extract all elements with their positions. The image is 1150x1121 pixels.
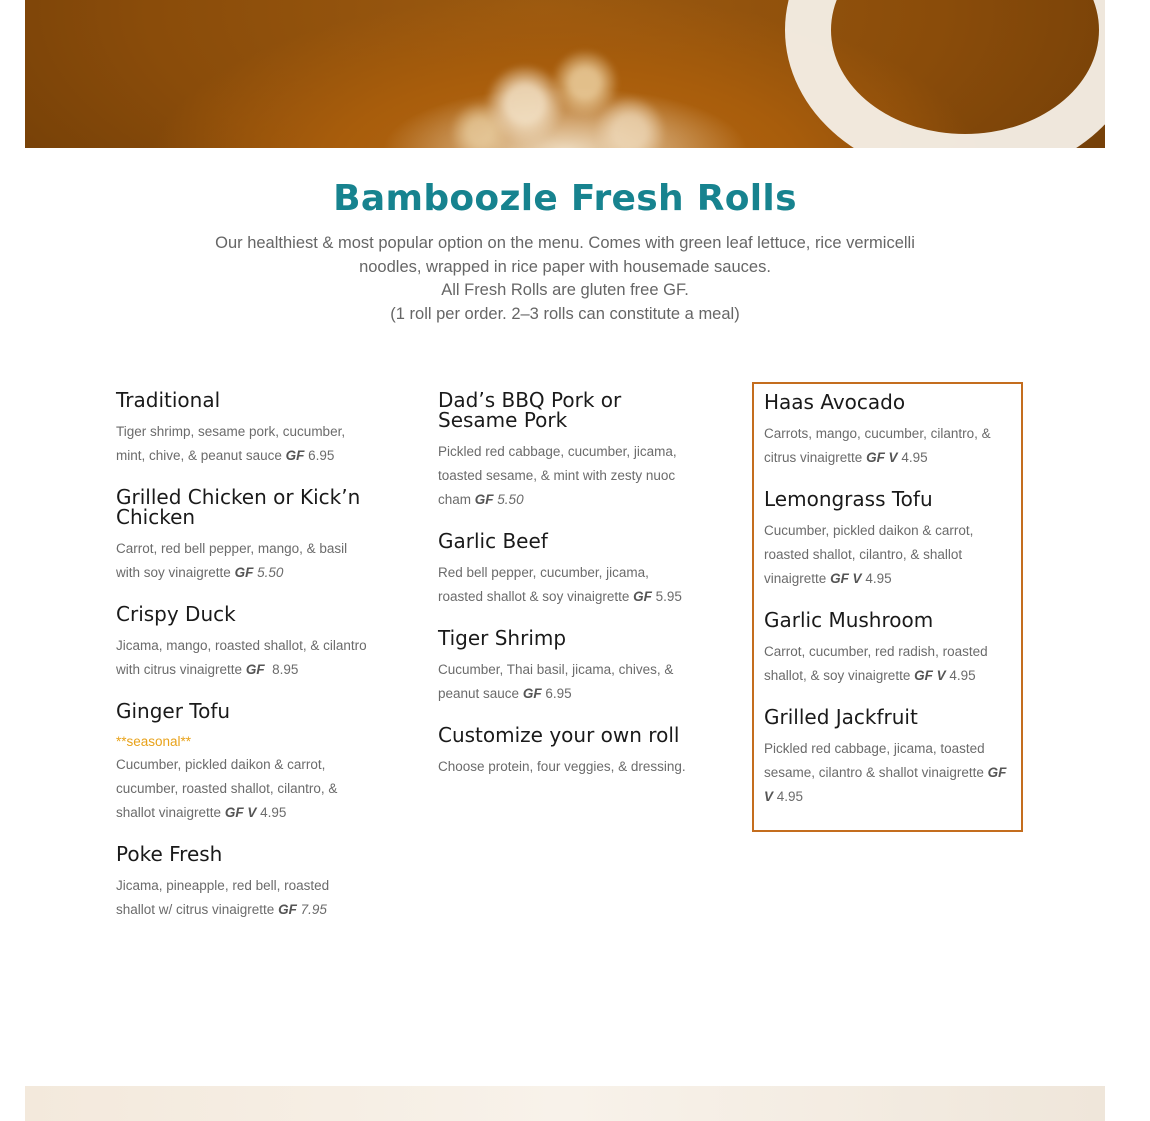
menu-item bbox=[764, 392, 1010, 470]
menu-item-price: 8.95 bbox=[272, 662, 299, 677]
menu-item-description: Cucumber, pickled daikon & carrot, roasted shallot, cilantro, & shallot vinaigrette GF V 4.95 bbox=[764, 523, 974, 586]
menu-item bbox=[438, 390, 693, 512]
menu-item-description: Carrot, cucumber, red radish, roasted shallot, & soy vinaigrette GF V 4.95 bbox=[764, 644, 988, 683]
menu-item-price: 5.50 bbox=[257, 565, 284, 580]
menu-item-description: Red bell pepper, cucumber, jicama, roasted shallot & soy vinaigrette GF 5.95 bbox=[438, 565, 682, 604]
menu-item-price: 6.95 bbox=[545, 686, 572, 701]
description-line: All Fresh Rolls are gluten free GF. bbox=[441, 281, 689, 299]
menu-item-description: Jicama, mango, roasted shallot, & cilantro with citrus vinaigrette GF 8.95 bbox=[116, 638, 367, 677]
hero-image-bowl-rim bbox=[785, 0, 1105, 148]
menu-item bbox=[438, 628, 693, 706]
gf-tag: GF bbox=[633, 589, 652, 604]
menu-item-name: Customize your own roll bbox=[438, 723, 680, 747]
menu-item-price: 4.95 bbox=[865, 571, 892, 586]
section-description bbox=[200, 232, 930, 326]
gf-tag: GF V bbox=[224, 805, 257, 820]
menu-item-name: Lemongrass Tofu bbox=[764, 487, 933, 511]
description-line: (1 roll per order. 2–3 rolls can constitute a meal) bbox=[390, 304, 740, 323]
menu-item-name: Grilled Chicken or Kick’n Chicken bbox=[116, 485, 361, 529]
menu-item-price: 4.95 bbox=[901, 450, 928, 465]
menu-column-2 bbox=[438, 390, 693, 798]
menu-item bbox=[438, 725, 693, 779]
menu-column-1 bbox=[116, 390, 371, 941]
menu-item-name: Ginger Tofu bbox=[116, 699, 231, 723]
menu-item-price: 7.95 bbox=[300, 902, 327, 917]
seasonal-note: **seasonal** bbox=[116, 734, 192, 749]
menu-item-name: Crispy Duck bbox=[116, 602, 236, 626]
menu-item-name: Garlic Beef bbox=[438, 529, 548, 553]
menu-item bbox=[116, 390, 371, 468]
menu-item bbox=[116, 604, 371, 682]
gf-tag: GF bbox=[278, 902, 297, 917]
menu-column-3-vegan-box bbox=[752, 382, 1023, 832]
menu-item-description: Carrots, mango, cucumber, cilantro, & citrus vinaigrette GF V 4.95 bbox=[764, 426, 991, 465]
menu-item-price: 6.95 bbox=[308, 448, 335, 463]
menu-item-description: Cucumber, Thai basil, jicama, chives, & peanut sauce GF 6.95 bbox=[438, 662, 674, 701]
menu-item-price: 5.95 bbox=[655, 589, 682, 604]
menu-item-name: Grilled Jackfruit bbox=[764, 705, 918, 729]
menu-item-name: Tiger Shrimp bbox=[438, 626, 567, 650]
menu-item-description: Pickled red cabbage, jicama, toasted sesame, cilantro & shallot vinaigrette GF V 4.95 bbox=[764, 741, 1007, 804]
menu-item bbox=[116, 487, 371, 585]
menu-item bbox=[116, 844, 371, 922]
gf-v-tag: GF V bbox=[830, 571, 862, 586]
menu-item-price: 4.95 bbox=[260, 805, 287, 820]
hero-image-top bbox=[25, 0, 1105, 148]
menu-item bbox=[764, 489, 1010, 591]
menu-item-price: 4.95 bbox=[776, 789, 804, 804]
gf-tag: GF bbox=[285, 448, 305, 463]
description-line: Our healthiest & most popular option on the menu. Comes with green leaf lettuce, rice vermicelli noodles, wrapped in rice paper with housemade sauces. bbox=[215, 234, 915, 276]
menu-item-name: Haas Avocado bbox=[764, 390, 906, 414]
menu-item-description: Cucumber, pickled daikon & carrot, cucumber, roasted shallot, cilantro, & shallot vinaigrette GF V 4.95 bbox=[116, 757, 338, 820]
hero-image-crumbs bbox=[405, 20, 705, 148]
menu-item bbox=[438, 531, 693, 609]
menu-item-description: Pickled red cabbage, cucumber, jicama, toasted sesame, & mint with zesty nuoc cham GF 5.50 bbox=[438, 444, 677, 507]
menu-item-name: Traditional bbox=[116, 388, 221, 412]
gf-v-tag: GF V bbox=[764, 765, 1007, 804]
menu-item-name: Garlic Mushroom bbox=[764, 608, 934, 632]
menu-item-description: Choose protein, four veggies, & dressing. bbox=[438, 759, 686, 774]
gf-v-tag: GF V bbox=[866, 450, 898, 465]
menu-item bbox=[764, 707, 1010, 809]
gf-tag: GF bbox=[474, 492, 494, 507]
gf-tag: GF bbox=[245, 662, 265, 677]
menu-item bbox=[116, 701, 371, 825]
gf-tag: GF bbox=[522, 686, 542, 701]
menu-item-description: Jicama, pineapple, red bell, roasted shallot w/ citrus vinaigrette GF 7.95 bbox=[116, 878, 330, 917]
menu-item-price: 5.50 bbox=[497, 492, 524, 507]
menu-item-price: 4.95 bbox=[949, 668, 976, 683]
menu-item bbox=[764, 610, 1010, 688]
menu-item-name: Dad’s BBQ Pork or Sesame Pork bbox=[438, 388, 622, 432]
menu-item-name: Poke Fresh bbox=[116, 842, 223, 866]
page-title: Bamboozle Fresh Rolls bbox=[333, 178, 797, 219]
gf-tag: GF bbox=[234, 565, 254, 580]
menu-item-description: Tiger shrimp, sesame pork, cucumber, mint, chive, & peanut sauce GF 6.95 bbox=[116, 424, 346, 463]
menu-item-description: Carrot, red bell pepper, mango, & basil with soy vinaigrette GF 5.50 bbox=[116, 541, 348, 580]
gf-v-tag: GF V bbox=[914, 668, 946, 683]
hero-image-bottom bbox=[25, 1086, 1105, 1121]
